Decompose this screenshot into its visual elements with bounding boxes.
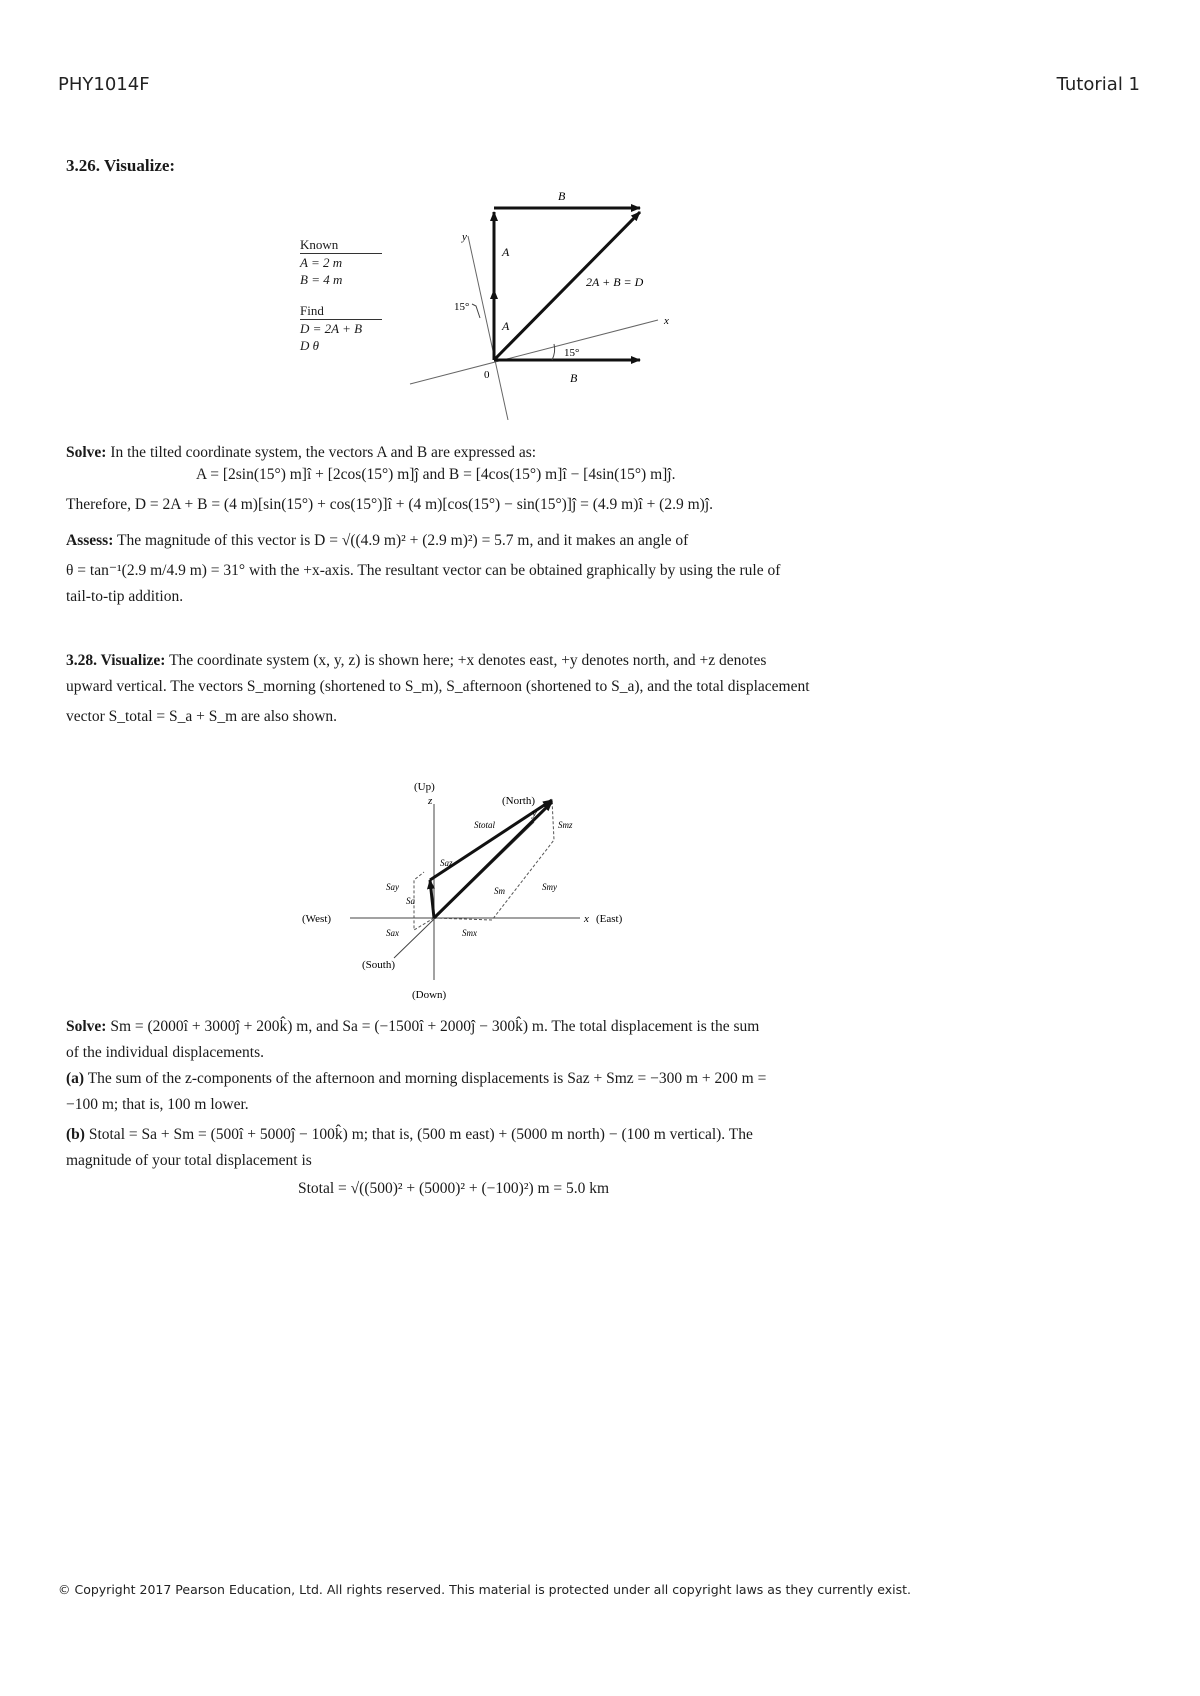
- fig328-smy: Smy: [542, 882, 557, 892]
- equation-a-b: A = [2sin(15°) m]î + [2cos(15°) m]ĵ and B = [4cos(15°) m]î − [4sin(15°) m]ĵ.: [196, 466, 676, 483]
- fig328-smx: Smx: [462, 928, 477, 938]
- angle-mark-2: [552, 344, 555, 360]
- fig326-origin: 0: [484, 369, 490, 381]
- solve-328-label: Solve:: [66, 1018, 107, 1035]
- solve-326-text: In the tilted coordinate system, the vectors A and B are expressed as:: [110, 444, 537, 461]
- fig326-angle1: 15°: [454, 301, 470, 313]
- solve-326: [66, 440, 886, 466]
- fig328-say: Say: [386, 882, 399, 892]
- fig326-b-label-bottom: B: [570, 371, 578, 385]
- fig328-sa: Sa: [406, 896, 415, 906]
- fig326-angle2: 15°: [564, 347, 580, 359]
- fig326-a-label-upper: A: [502, 245, 510, 259]
- fig328-saz: Saz: [440, 858, 453, 868]
- fig328-west: (West): [302, 913, 332, 925]
- solve-326-label: Solve:: [66, 444, 107, 461]
- copyright-footer: © Copyright 2017 Pearson Education, Ltd. All rights reserved. This material is protected under all copyright laws as they currently exist.: [58, 1582, 911, 1597]
- problem-328-title: 3.28. Visualize:: [66, 652, 166, 669]
- assess-326: [66, 528, 886, 610]
- part-b-line-2: magnitude of your total displacement is: [66, 1152, 312, 1169]
- fig328-up: (Up): [414, 781, 435, 793]
- visualize-328: [66, 648, 886, 730]
- fig328-y: y: [532, 807, 537, 819]
- fig328-east: (East): [596, 913, 623, 925]
- known-b: B = 4 m: [300, 272, 343, 287]
- fig328-sax: Sax: [386, 928, 399, 938]
- fig328-z: z: [428, 795, 433, 807]
- problem-326-title: 3.26. Visualize:: [66, 156, 176, 175]
- fig328-smz: Smz: [558, 820, 573, 830]
- header-tutorial: Tutorial 1: [1056, 74, 1140, 95]
- visualize-line-2: upward vertical. The vectors S_morning (shortened to S_m), S_afternoon (shortened to S_a), and the total displacement: [66, 678, 810, 695]
- fig326-a-label-lower: A: [502, 319, 510, 333]
- visualize-line-1: The coordinate system (x, y, z) is shown here; +x denotes east, +y denotes north, and +z denotes: [169, 652, 767, 669]
- solve-328-line-2: of the individual displacements.: [66, 1044, 265, 1061]
- part-a-label: (a): [66, 1070, 85, 1087]
- equation-stotal-magnitude: Stotal = √((500)² + (5000)² + (−100)²) m = 5.0 km: [298, 1180, 610, 1197]
- fig326-b-label-top: B: [558, 189, 566, 203]
- assess-line-1: The magnitude of this vector is D = √((4.9 m)² + (2.9 m)²) = 5.7 m, and it makes an angle of: [116, 532, 689, 549]
- assess-line-2: θ = tan⁻¹(2.9 m/4.9 m) = 31° with the +x-axis. The resultant vector can be obtained graphically by using the rule of: [66, 562, 781, 579]
- fig328-stotal: Stotal: [474, 820, 496, 830]
- fig326-x-label: x: [664, 315, 669, 327]
- find-theta: D θ: [300, 338, 320, 353]
- fig328-down: (Down): [412, 989, 447, 1001]
- x-axis: [410, 320, 658, 384]
- known-label: Known: [300, 236, 382, 254]
- equation-d: Therefore, D = 2A + B = (4 m)[sin(15°) + cos(15°)]î + (4 m)[cos(15°) − sin(15°)]ĵ = (4.9 m)î + (2.9 m)ĵ.: [66, 496, 713, 513]
- displacement-diagram-328: [296, 770, 656, 1006]
- fig326-sum-label: 2A + B = D: [586, 275, 644, 289]
- known-find-block: [300, 236, 382, 354]
- find-d: D = 2A + B: [300, 321, 363, 336]
- header-course-code: PHY1014F: [58, 74, 150, 95]
- fig326-y-label: y: [462, 231, 467, 243]
- fig328-south: (South): [362, 959, 395, 971]
- visualize-line-3: vector S_total = S_a + S_m are also shown.: [66, 708, 338, 725]
- solve-328-line-1: Sm = (2000î + 3000ĵ + 200k̂) m, and Sa = (−1500î + 2000ĵ − 300k̂) m. The total displacement is the sum: [110, 1018, 760, 1035]
- assess-label: Assess:: [66, 532, 114, 549]
- part-b-label: (b): [66, 1126, 85, 1143]
- fig328-x: x: [584, 913, 589, 925]
- known-a: A = 2 m: [300, 255, 343, 270]
- vector-diagram-326: [400, 180, 700, 420]
- angle-mark-1: [472, 304, 480, 318]
- solve-328: [66, 1014, 886, 1174]
- fig328-sm: Sm: [494, 886, 505, 896]
- fig328-north: (North): [502, 795, 535, 807]
- vector-sa: [430, 880, 434, 918]
- part-b-line-1: Stotal = Sa + Sm = (500î + 5000ĵ − 100k̂) m; that is, (500 m east) + (5000 m north) − (100 m vertical). The: [88, 1126, 753, 1143]
- part-a-line-2: −100 m; that is, 100 m lower.: [66, 1096, 249, 1113]
- part-a-line-1: The sum of the z-components of the afternoon and morning displacements is Saz + Smz = −300 m + 200 m =: [87, 1070, 767, 1087]
- find-label: Find: [300, 302, 382, 320]
- assess-line-3: tail-to-tip addition.: [66, 588, 184, 605]
